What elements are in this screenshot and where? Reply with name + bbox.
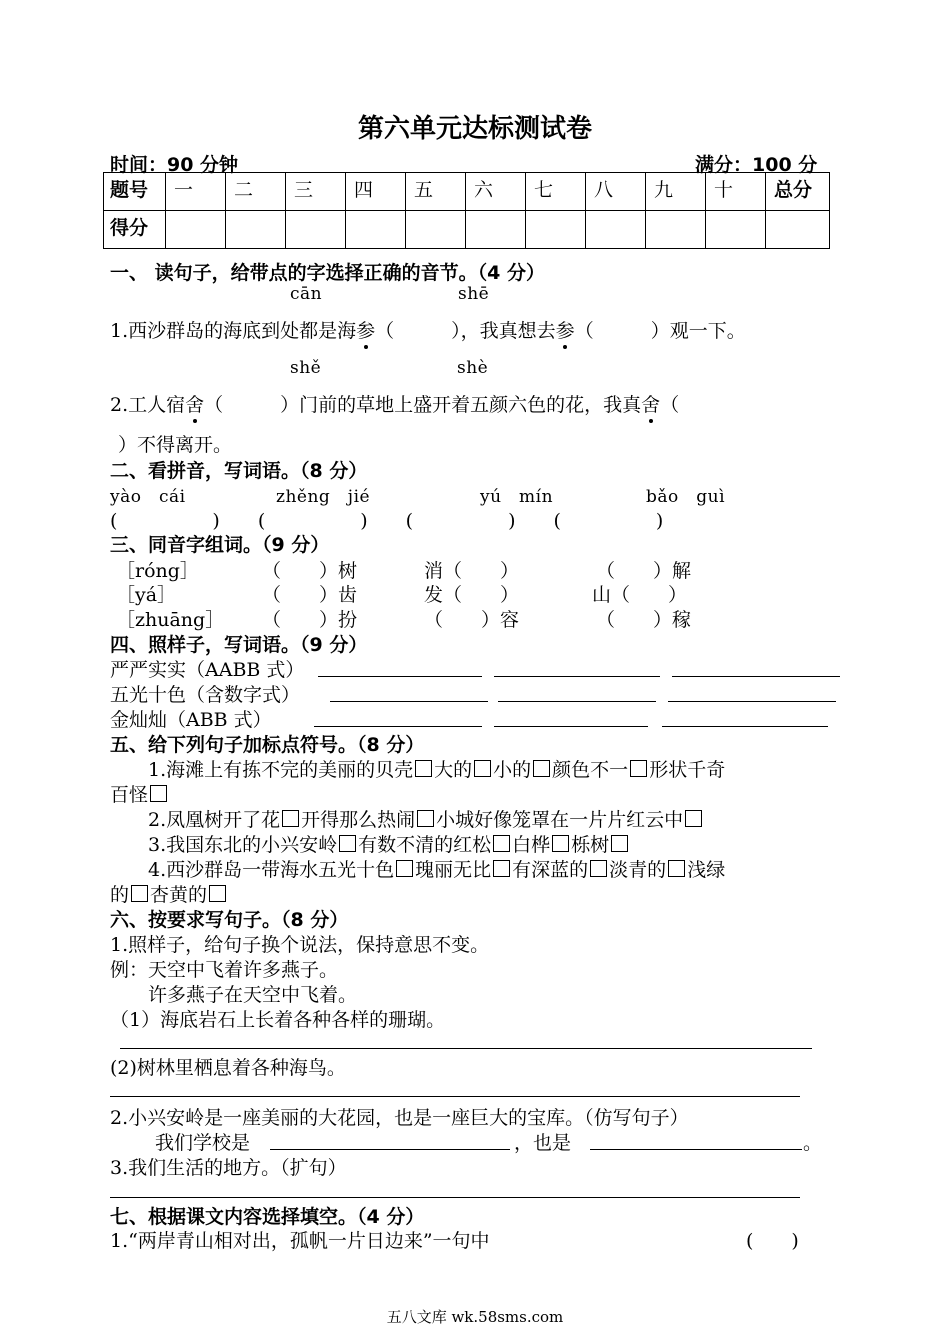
pinyin-label: shě bbox=[290, 358, 322, 378]
punctuation-sentence-4 bbox=[110, 855, 725, 882]
punctuation-box[interactable] bbox=[533, 760, 550, 777]
answer-line[interactable] bbox=[672, 676, 840, 677]
question-1-2 bbox=[110, 390, 679, 417]
word-pattern: 严严实实（AABB 式） bbox=[110, 659, 305, 681]
answer-blank[interactable]: （ ）门前的草地上盛开着五颜六色的花，我真 bbox=[204, 394, 642, 416]
text: 4.西沙群岛一带海水五光十色 bbox=[110, 859, 395, 881]
score-cell[interactable] bbox=[646, 211, 706, 249]
text: 杏黄的 bbox=[150, 884, 208, 906]
punctuation-sentence-1 bbox=[110, 755, 725, 782]
answer-blank[interactable]: （ ）观一下。 bbox=[574, 320, 746, 342]
punctuation-box[interactable] bbox=[630, 760, 647, 777]
dotted-char: 舍 bbox=[641, 390, 660, 417]
text: 颜色不一 bbox=[552, 759, 629, 781]
word-pattern: 五光十色（含数字式） bbox=[110, 684, 301, 706]
answer-blank[interactable]: ( ) bbox=[746, 1230, 799, 1252]
answer-line[interactable] bbox=[314, 726, 482, 727]
pinyin-word: bǎo guì bbox=[646, 487, 726, 507]
prompt-2: (2)树林里栖息着各种海鸟。 bbox=[110, 1057, 346, 1079]
imitate-c: 。 bbox=[803, 1132, 823, 1154]
punctuation-box[interactable] bbox=[685, 810, 702, 827]
homophone-blank[interactable]: （ ）树 bbox=[262, 560, 358, 582]
section-5-heading: 五、给下列句子加标点符号。（8 分） bbox=[110, 734, 425, 756]
answer-line[interactable] bbox=[120, 1048, 812, 1049]
punctuation-sentence-2 bbox=[110, 805, 704, 832]
punctuation-box[interactable] bbox=[493, 860, 510, 877]
answer-line[interactable] bbox=[270, 1149, 510, 1150]
pinyin-label: cān bbox=[290, 284, 323, 304]
text: 瑰丽无比 bbox=[415, 859, 492, 881]
pinyin-word: zhěng jié bbox=[276, 487, 371, 507]
score-cell[interactable] bbox=[286, 211, 346, 249]
question-7-1: 1.“两岸青山相对出，孤帆一片日边来”一句中 bbox=[110, 1230, 490, 1252]
table-cell: 题号 bbox=[104, 173, 166, 211]
answer-line[interactable] bbox=[498, 701, 656, 702]
punctuation-box[interactable] bbox=[415, 760, 432, 777]
question-1-1 bbox=[110, 316, 746, 343]
text: 白桦 bbox=[512, 834, 551, 856]
section-6-heading: 六、按要求写句子。（8 分） bbox=[110, 909, 349, 931]
homophone-pinyin: ［róng］ bbox=[116, 560, 199, 582]
score-cell[interactable] bbox=[766, 211, 830, 249]
answer-line[interactable] bbox=[110, 1197, 800, 1198]
text: 小城好像笼罩在一片片红云中 bbox=[436, 809, 684, 831]
answer-line[interactable] bbox=[590, 1149, 802, 1150]
text: 百怪 bbox=[110, 784, 149, 806]
table-cell: 四 bbox=[346, 173, 406, 211]
homophone-blank[interactable]: （ ）稼 bbox=[596, 609, 692, 631]
pinyin-label: shē bbox=[458, 284, 490, 304]
prompt-1: （1）海底岩石上长着各种各样的珊瑚。 bbox=[110, 1009, 446, 1031]
text: 大的 bbox=[434, 759, 473, 781]
dotted-char: 参 bbox=[556, 316, 575, 343]
answer-line[interactable] bbox=[662, 726, 828, 727]
example-line: 例：天空中飞着许多燕子。 bbox=[110, 959, 339, 981]
punctuation-box[interactable] bbox=[150, 785, 167, 802]
table-cell: 九 bbox=[646, 173, 706, 211]
punctuation-box[interactable] bbox=[590, 860, 607, 877]
text: 开得那么热闹 bbox=[301, 809, 416, 831]
punctuation-sentence-3 bbox=[110, 830, 630, 857]
score-cell[interactable] bbox=[586, 211, 646, 249]
section-4-heading: 四、照样子，写词语。（9 分） bbox=[110, 634, 368, 656]
answer-line[interactable] bbox=[494, 676, 660, 677]
footer-watermark: 五八文库 wk.58sms.com bbox=[386, 1308, 564, 1326]
punctuation-box[interactable] bbox=[611, 835, 628, 852]
section-1-heading: 一、 读句子，给带点的字选择正确的音节。（4 分） bbox=[110, 262, 545, 284]
punctuation-sentence-4-cont bbox=[110, 880, 228, 907]
answer-blank[interactable]: （ ），我真想去 bbox=[375, 320, 556, 342]
punctuation-box[interactable] bbox=[668, 860, 685, 877]
pinyin-label: shè bbox=[457, 358, 489, 378]
text: 1.海滩上有拣不完的美丽的贝壳 bbox=[110, 759, 414, 781]
table-cell: 八 bbox=[586, 173, 646, 211]
answer-line[interactable] bbox=[110, 1096, 800, 1097]
homophone-blank[interactable]: （ ）解 bbox=[596, 560, 692, 582]
text: 3.我国东北的小兴安岭 bbox=[110, 834, 338, 856]
homophone-blank[interactable]: 消（ ） bbox=[424, 560, 520, 582]
homophone-blank[interactable]: （ ）齿 bbox=[262, 584, 358, 606]
homophone-pinyin: ［yá］ bbox=[116, 584, 177, 606]
answer-blank[interactable]: （ bbox=[660, 394, 680, 416]
question-1-2-cont: ）不得离开。 bbox=[118, 434, 233, 456]
table-cell: 六 bbox=[466, 173, 526, 211]
text: 栎树 bbox=[571, 834, 610, 856]
punctuation-box[interactable] bbox=[552, 835, 569, 852]
table-cell: 得分 bbox=[104, 211, 166, 249]
text: 有数不清的红松 bbox=[358, 834, 492, 856]
question-6-3: 3.我们生活的地方。（扩句） bbox=[110, 1157, 347, 1179]
text: 的 bbox=[110, 884, 130, 906]
section-7-heading: 七、根据课文内容选择填空。（4 分） bbox=[110, 1206, 425, 1228]
text: 小的 bbox=[493, 759, 532, 781]
punctuation-box[interactable] bbox=[209, 885, 226, 902]
table-cell: 五 bbox=[406, 173, 466, 211]
score-cell[interactable] bbox=[226, 211, 286, 249]
punctuation-box[interactable] bbox=[282, 810, 299, 827]
page-title: 第六单元达标测试卷 bbox=[357, 114, 592, 144]
exam-time: 时间：90 分钟 bbox=[110, 154, 239, 176]
score-cell[interactable] bbox=[706, 211, 766, 249]
text: 浅绿 bbox=[687, 859, 726, 881]
homophone-blank[interactable]: 发（ ） bbox=[424, 584, 520, 606]
score-table bbox=[103, 172, 830, 249]
answer-brackets[interactable]: ( ) ( ) ( ) ( ) bbox=[110, 510, 664, 532]
punctuation-box[interactable] bbox=[474, 760, 491, 777]
example-line: 许多燕子在天空中飞着。 bbox=[110, 984, 358, 1006]
full-score: 满分：100 分 bbox=[695, 154, 818, 176]
homophone-blank[interactable]: （ ）扮 bbox=[262, 609, 358, 631]
answer-line[interactable] bbox=[668, 701, 836, 702]
table-cell: 二 bbox=[226, 173, 286, 211]
punctuation-box[interactable] bbox=[339, 835, 356, 852]
answer-line[interactable] bbox=[494, 726, 648, 727]
punctuation-box[interactable] bbox=[417, 810, 434, 827]
table-cell: 十 bbox=[706, 173, 766, 211]
text: 淡青的 bbox=[609, 859, 667, 881]
score-cell[interactable] bbox=[526, 211, 586, 249]
table-cell: 三 bbox=[286, 173, 346, 211]
pinyin-word: yú mín bbox=[480, 487, 554, 507]
pinyin-word: yào cái bbox=[110, 487, 186, 507]
imitate-a: 我们学校是 bbox=[155, 1132, 251, 1154]
punctuation-box[interactable] bbox=[131, 885, 148, 902]
text: 形状千奇 bbox=[649, 759, 726, 781]
text: 1.西沙群岛的海底到处都是海 bbox=[110, 320, 357, 342]
section-2-heading: 二、看拼音，写词语。（8 分） bbox=[110, 460, 368, 482]
answer-line[interactable] bbox=[330, 701, 488, 702]
score-table-score-row bbox=[104, 211, 830, 249]
score-cell[interactable] bbox=[466, 211, 526, 249]
punctuation-sentence-1-cont bbox=[110, 780, 169, 807]
question-6-2: 2.小兴安岭是一座美丽的大花园，也是一座巨大的宝库。（仿写句子） bbox=[110, 1107, 689, 1129]
text: 2.凤凰树开了花 bbox=[110, 809, 281, 831]
question-6-1: 1.照样子，给句子换个说法，保持意思不变。 bbox=[110, 934, 490, 956]
text: 2.工人宿 bbox=[110, 394, 186, 416]
text: 有深蓝的 bbox=[512, 859, 589, 881]
punctuation-box[interactable] bbox=[493, 835, 510, 852]
homophone-blank[interactable]: （ ）容 bbox=[424, 609, 520, 631]
imitate-b: ，也是 bbox=[514, 1132, 572, 1154]
homophone-pinyin: ［zhuāng］ bbox=[116, 609, 225, 631]
score-cell[interactable] bbox=[346, 211, 406, 249]
score-cell[interactable] bbox=[406, 211, 466, 249]
table-cell: 七 bbox=[526, 173, 586, 211]
dotted-char: 参 bbox=[356, 316, 375, 343]
dotted-char: 舍 bbox=[185, 390, 204, 417]
punctuation-box[interactable] bbox=[396, 860, 413, 877]
section-3-heading: 三、同音字组词。（9 分） bbox=[110, 534, 330, 556]
table-cell: 总分 bbox=[766, 173, 830, 211]
homophone-blank[interactable]: 山（ ） bbox=[592, 584, 688, 606]
answer-line[interactable] bbox=[318, 676, 482, 677]
table-cell: 一 bbox=[166, 173, 226, 211]
score-table-header-row bbox=[104, 173, 830, 211]
word-pattern: 金灿灿（ABB 式） bbox=[110, 709, 272, 731]
score-cell[interactable] bbox=[166, 211, 226, 249]
